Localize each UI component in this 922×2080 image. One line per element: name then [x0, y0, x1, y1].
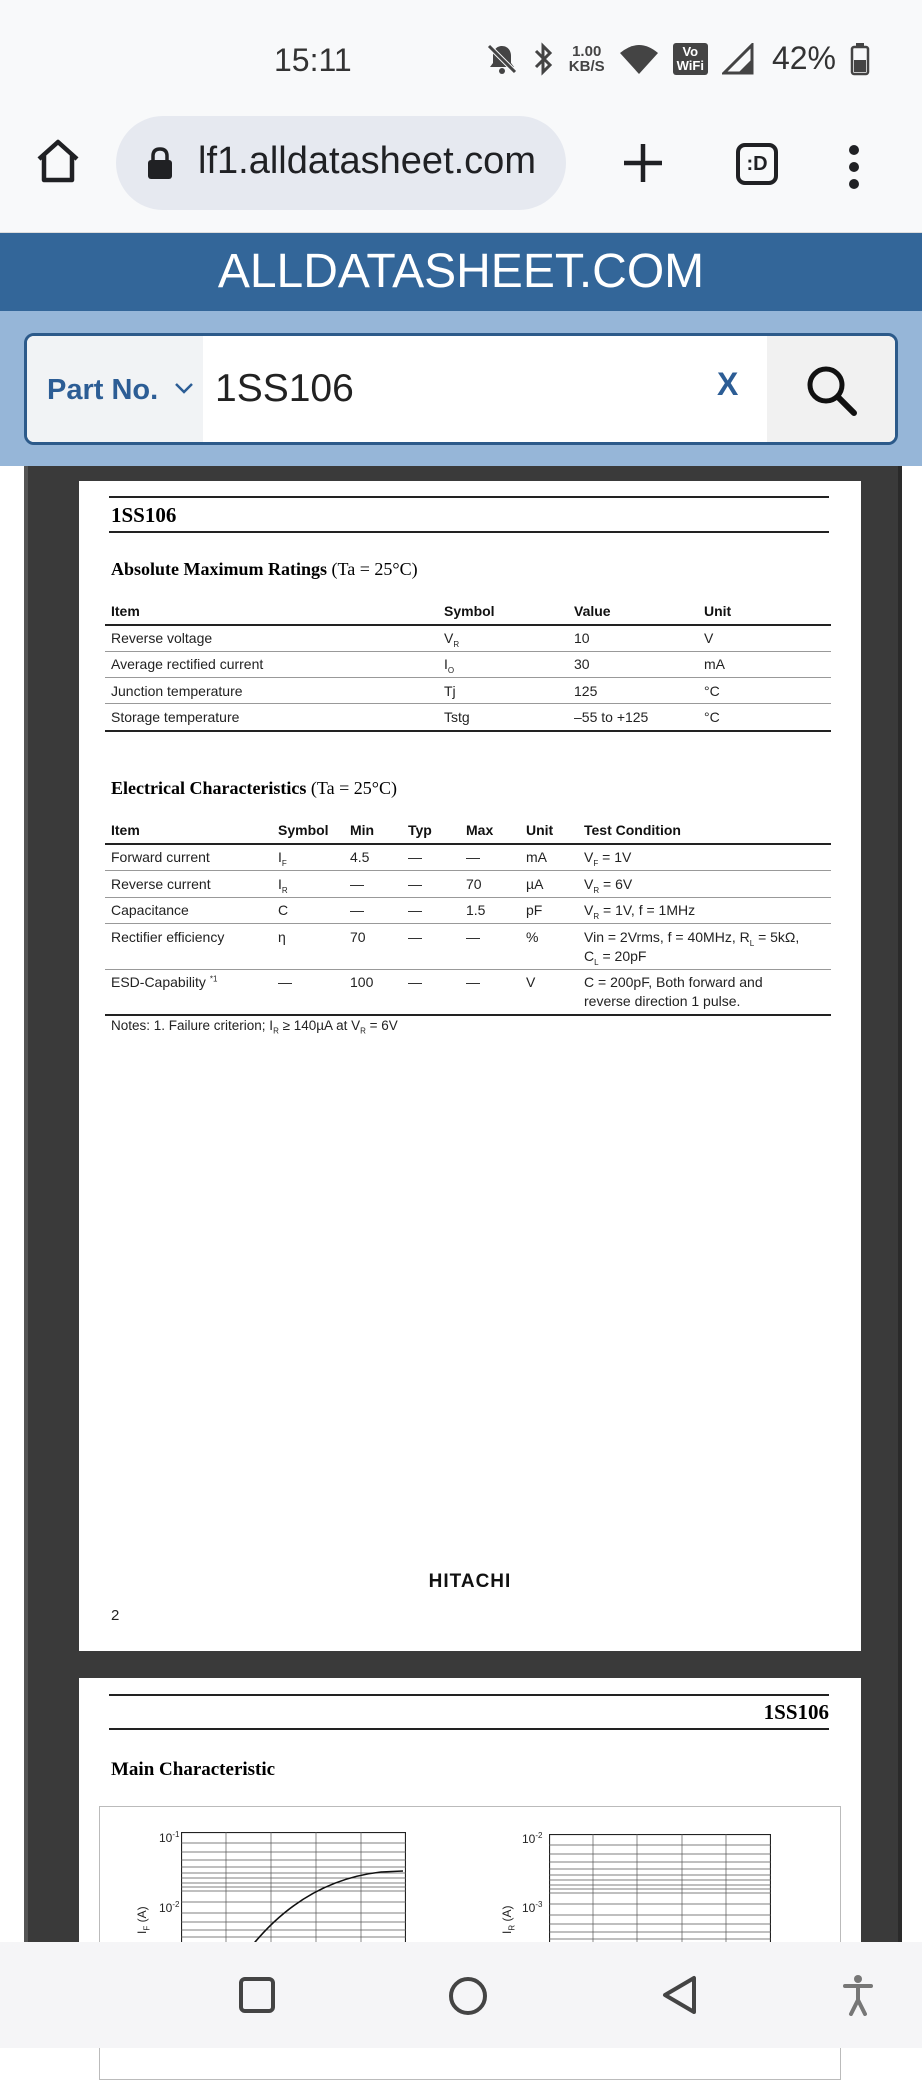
- elec-row-condition-line2: reverse direction 1 pulse.: [584, 993, 741, 1009]
- cond-sub: R: [593, 911, 600, 921]
- tick-exp: -1: [172, 1830, 180, 1839]
- elec-col-symbol: Symbol: [278, 822, 329, 838]
- search-button[interactable]: [767, 336, 895, 442]
- ylabel-sub: F: [142, 1925, 152, 1931]
- elec-row-condition: [584, 902, 695, 921]
- left-chart-tick-top: [159, 1830, 179, 1845]
- battery-icon: [850, 42, 870, 76]
- plus-icon[interactable]: [620, 140, 666, 186]
- site-title[interactable]: ALLDATASHEET.COM: [0, 233, 922, 311]
- notes-sub: R: [360, 1026, 366, 1036]
- abs-ratings-heading: [111, 559, 418, 580]
- elec-row-unit: pF: [526, 902, 543, 918]
- elec-row-item: [111, 974, 217, 990]
- ylabel-text: I: [135, 1930, 149, 1934]
- item-footnote-mark: *1: [209, 974, 218, 984]
- elec-row-typ: —: [408, 929, 422, 945]
- bluetooth-icon: [533, 42, 555, 76]
- elec-col-min: Min: [350, 822, 375, 838]
- abs-row-value: –55 to +125: [574, 709, 649, 725]
- abs-row-item: Average rectified current: [111, 656, 264, 672]
- abs-row-symbol: Tj: [444, 683, 456, 699]
- elec-row-typ: —: [408, 974, 422, 990]
- elec-row-condition-line2: [584, 948, 646, 967]
- elec-row-symbol: [278, 876, 288, 895]
- cond-rest: = 20pF: [598, 948, 647, 964]
- cond-sub: R: [593, 885, 600, 895]
- row-divider: [105, 870, 831, 871]
- cond-sub: L: [594, 957, 599, 967]
- elec-char-heading: [111, 778, 397, 799]
- elec-row-item: Capacitance: [111, 902, 189, 918]
- symbol-sub: R: [281, 885, 288, 895]
- elec-row-symbol: η: [278, 929, 286, 945]
- elec-row-max: 70: [466, 876, 482, 892]
- elec-row-typ: —: [408, 849, 422, 865]
- abs-header-rule: [105, 624, 831, 626]
- elec-row-condition: [584, 929, 799, 948]
- left-chart-tick-mid: [159, 1900, 179, 1915]
- status-icons: [485, 40, 870, 77]
- part-header: 1SS106: [111, 503, 177, 527]
- header-rule-top: [109, 1694, 829, 1696]
- notes-prefix: Notes: 1. Failure criterion; I: [111, 1018, 274, 1033]
- status-time: 15:11: [274, 42, 352, 78]
- elec-row-item: Reverse current: [111, 876, 211, 892]
- abs-row-value: 125: [574, 683, 598, 699]
- battery-percent: 42%: [771, 40, 836, 76]
- lock-icon: [146, 146, 174, 180]
- elec-col-max: Max: [466, 822, 494, 838]
- datasheet-page-1: [79, 481, 861, 1651]
- search-box: [24, 333, 898, 445]
- tick-base: 10: [159, 1831, 173, 1845]
- elec-row-unit: V: [526, 974, 536, 990]
- network-speed: [569, 44, 605, 74]
- cond-text: Vin = 2Vrms, f = 40MHz, R: [584, 929, 750, 945]
- elec-char-condition: (Ta = 25°C): [310, 778, 397, 798]
- elec-row-unit: µA: [526, 876, 544, 892]
- cond-rest: = 5kΩ,: [754, 929, 800, 945]
- abs-row-symbol: [444, 656, 454, 675]
- elec-row-min: —: [350, 902, 364, 918]
- row-divider: [105, 923, 831, 924]
- cond-sub: L: [749, 938, 755, 948]
- elec-col-typ: Typ: [408, 822, 432, 838]
- cond-text: V: [584, 902, 594, 918]
- abs-row-value: 30: [574, 656, 590, 672]
- ylabel-unit: (A): [500, 1905, 514, 1925]
- tabs-icon[interactable]: :D: [736, 143, 778, 185]
- item-text: ESD-Capability: [111, 974, 206, 990]
- abs-row-item: Reverse voltage: [111, 630, 213, 646]
- page-number: 2: [111, 1607, 120, 1624]
- ylabel-text: I: [500, 1930, 514, 1934]
- elec-row-min: —: [350, 876, 364, 892]
- right-chart-tick-top: [522, 1831, 542, 1846]
- ylabel-unit: (A): [135, 1906, 149, 1926]
- volte-top: Vo: [682, 43, 699, 59]
- row-divider: [105, 703, 831, 704]
- volte-bottom: WiFi: [676, 57, 704, 73]
- home-icon[interactable]: [34, 137, 82, 185]
- speed-value: 1.00: [572, 42, 602, 60]
- search-input[interactable]: [215, 336, 755, 442]
- home-circle-icon[interactable]: [447, 1975, 489, 2017]
- elec-table-end-rule: [105, 1014, 831, 1016]
- search-band: [0, 311, 922, 466]
- elec-row-unit: mA: [526, 849, 547, 865]
- back-triangle-icon[interactable]: [660, 1974, 700, 2016]
- symbol-text: I: [278, 849, 282, 865]
- elec-row-item: Forward current: [111, 849, 210, 865]
- right-chart-ylabel: [500, 1906, 516, 1934]
- ylabel-sub: R: [507, 1924, 517, 1931]
- elec-row-symbol: C: [278, 902, 289, 918]
- abs-col-value: Value: [574, 603, 611, 619]
- url-text: lf1.alldatasheet.com: [198, 140, 536, 182]
- signal-icon: [722, 43, 754, 75]
- elec-row-typ: —: [408, 902, 422, 918]
- speed-unit: KB/S: [568, 57, 605, 75]
- elec-row-condition: [584, 849, 631, 868]
- elec-row-max: —: [466, 849, 480, 865]
- browser-toolbar: [0, 110, 922, 234]
- abs-row-unit: °C: [704, 709, 720, 725]
- abs-col-item: Item: [111, 603, 140, 619]
- cond-text: V: [584, 876, 594, 892]
- clear-button[interactable]: X: [717, 366, 739, 402]
- elec-row-condition: [584, 876, 632, 895]
- accessibility-icon[interactable]: [842, 1974, 874, 2016]
- section-title: Main Characteristic: [111, 1759, 276, 1780]
- status-bar: [0, 0, 922, 110]
- elec-row-min: 100: [350, 974, 374, 990]
- mute-bell-icon: [485, 42, 519, 76]
- cond-text: V: [584, 849, 594, 865]
- elec-row-max: —: [466, 974, 480, 990]
- system-nav-bar: [0, 1942, 922, 2048]
- symbol-sub: R: [453, 639, 460, 649]
- symbol-sub: O: [447, 665, 455, 675]
- abs-col-unit: Unit: [704, 603, 732, 619]
- elec-col-condition: Test Condition: [584, 822, 681, 838]
- abs-col-symbol: Symbol: [444, 603, 495, 619]
- row-divider: [105, 897, 831, 898]
- row-divider: [105, 969, 831, 970]
- category-dropdown[interactable]: [27, 336, 203, 442]
- elec-row-unit: %: [526, 929, 539, 945]
- symbol-text: I: [278, 876, 282, 892]
- abs-row-unit: °C: [704, 683, 720, 699]
- elec-col-unit: Unit: [526, 822, 554, 838]
- tick-exp: -2: [535, 1831, 543, 1840]
- header-rule-bottom: [109, 531, 829, 533]
- elec-row-typ: —: [408, 876, 422, 892]
- symbol-text: V: [444, 630, 454, 646]
- cond-rest: = 6V: [599, 876, 633, 892]
- abs-row-unit: mA: [704, 656, 725, 672]
- elec-row-condition: C = 200pF, Both forward and: [584, 974, 763, 990]
- elec-row-symbol: —: [278, 974, 292, 990]
- elec-row-item: Rectifier efficiency: [111, 929, 225, 945]
- elec-row-min: 70: [350, 929, 366, 945]
- elec-row-symbol: [278, 849, 287, 868]
- left-chart-ylabel: [135, 1906, 151, 1934]
- tick-base: 10: [522, 1832, 536, 1846]
- tick-base: 10: [522, 1901, 536, 1915]
- header-rule-top: [109, 496, 829, 498]
- notes-mid: ≥ 140µA at V: [278, 1018, 361, 1033]
- row-divider: [105, 651, 831, 652]
- notes: [111, 1018, 398, 1036]
- cond-sub: F: [593, 858, 599, 868]
- symbol-sub: F: [281, 858, 287, 868]
- category-label: Part No.: [47, 374, 159, 406]
- tick-exp: -2: [172, 1900, 180, 1909]
- notes-end: = 6V: [365, 1018, 398, 1033]
- cond-rest: = 1V, f = 1MHz: [599, 902, 696, 918]
- footer-brand-logo: HITACHI: [428, 1571, 512, 1592]
- document-viewer[interactable]: [24, 466, 902, 1942]
- url-bar[interactable]: [116, 116, 566, 210]
- elec-row-max: 1.5: [466, 902, 486, 918]
- abs-ratings-condition: (Ta = 25°C): [331, 559, 418, 579]
- row-divider: [105, 677, 831, 678]
- elec-col-item: Item: [111, 822, 140, 838]
- cond-rest: = 1V: [598, 849, 632, 865]
- chevron-down-icon: [175, 382, 193, 394]
- right-chart-tick-mid: [522, 1900, 542, 1915]
- abs-row-unit: V: [704, 630, 714, 646]
- abs-row-symbol: Tstg: [444, 709, 470, 725]
- volte-wifi-badge: [673, 43, 708, 75]
- header-rule-bottom: [109, 1728, 829, 1730]
- part-header: 1SS106: [763, 1700, 829, 1724]
- elec-row-max: —: [466, 929, 480, 945]
- symbol-text: I: [444, 656, 448, 672]
- abs-row-item: Junction temperature: [111, 683, 243, 699]
- search-icon: [805, 364, 857, 416]
- tick-exp: -3: [535, 1900, 543, 1909]
- wifi-icon: [619, 43, 659, 75]
- abs-table-end-rule: [105, 730, 831, 732]
- abs-ratings-title: Absolute Maximum Ratings: [111, 559, 328, 579]
- recents-square-icon[interactable]: [238, 1976, 276, 2014]
- elec-char-title: Electrical Characteristics: [111, 778, 307, 798]
- abs-row-symbol: [444, 630, 459, 649]
- elec-header-rule: [105, 843, 831, 845]
- cond-text: C: [584, 948, 595, 964]
- menu-dots-icon[interactable]: [848, 144, 860, 190]
- abs-row-item: Storage temperature: [111, 709, 240, 725]
- tick-base: 10: [159, 1901, 173, 1915]
- elec-row-min: 4.5: [350, 849, 370, 865]
- abs-row-value: 10: [574, 630, 590, 646]
- notes-sub: R: [273, 1026, 279, 1036]
